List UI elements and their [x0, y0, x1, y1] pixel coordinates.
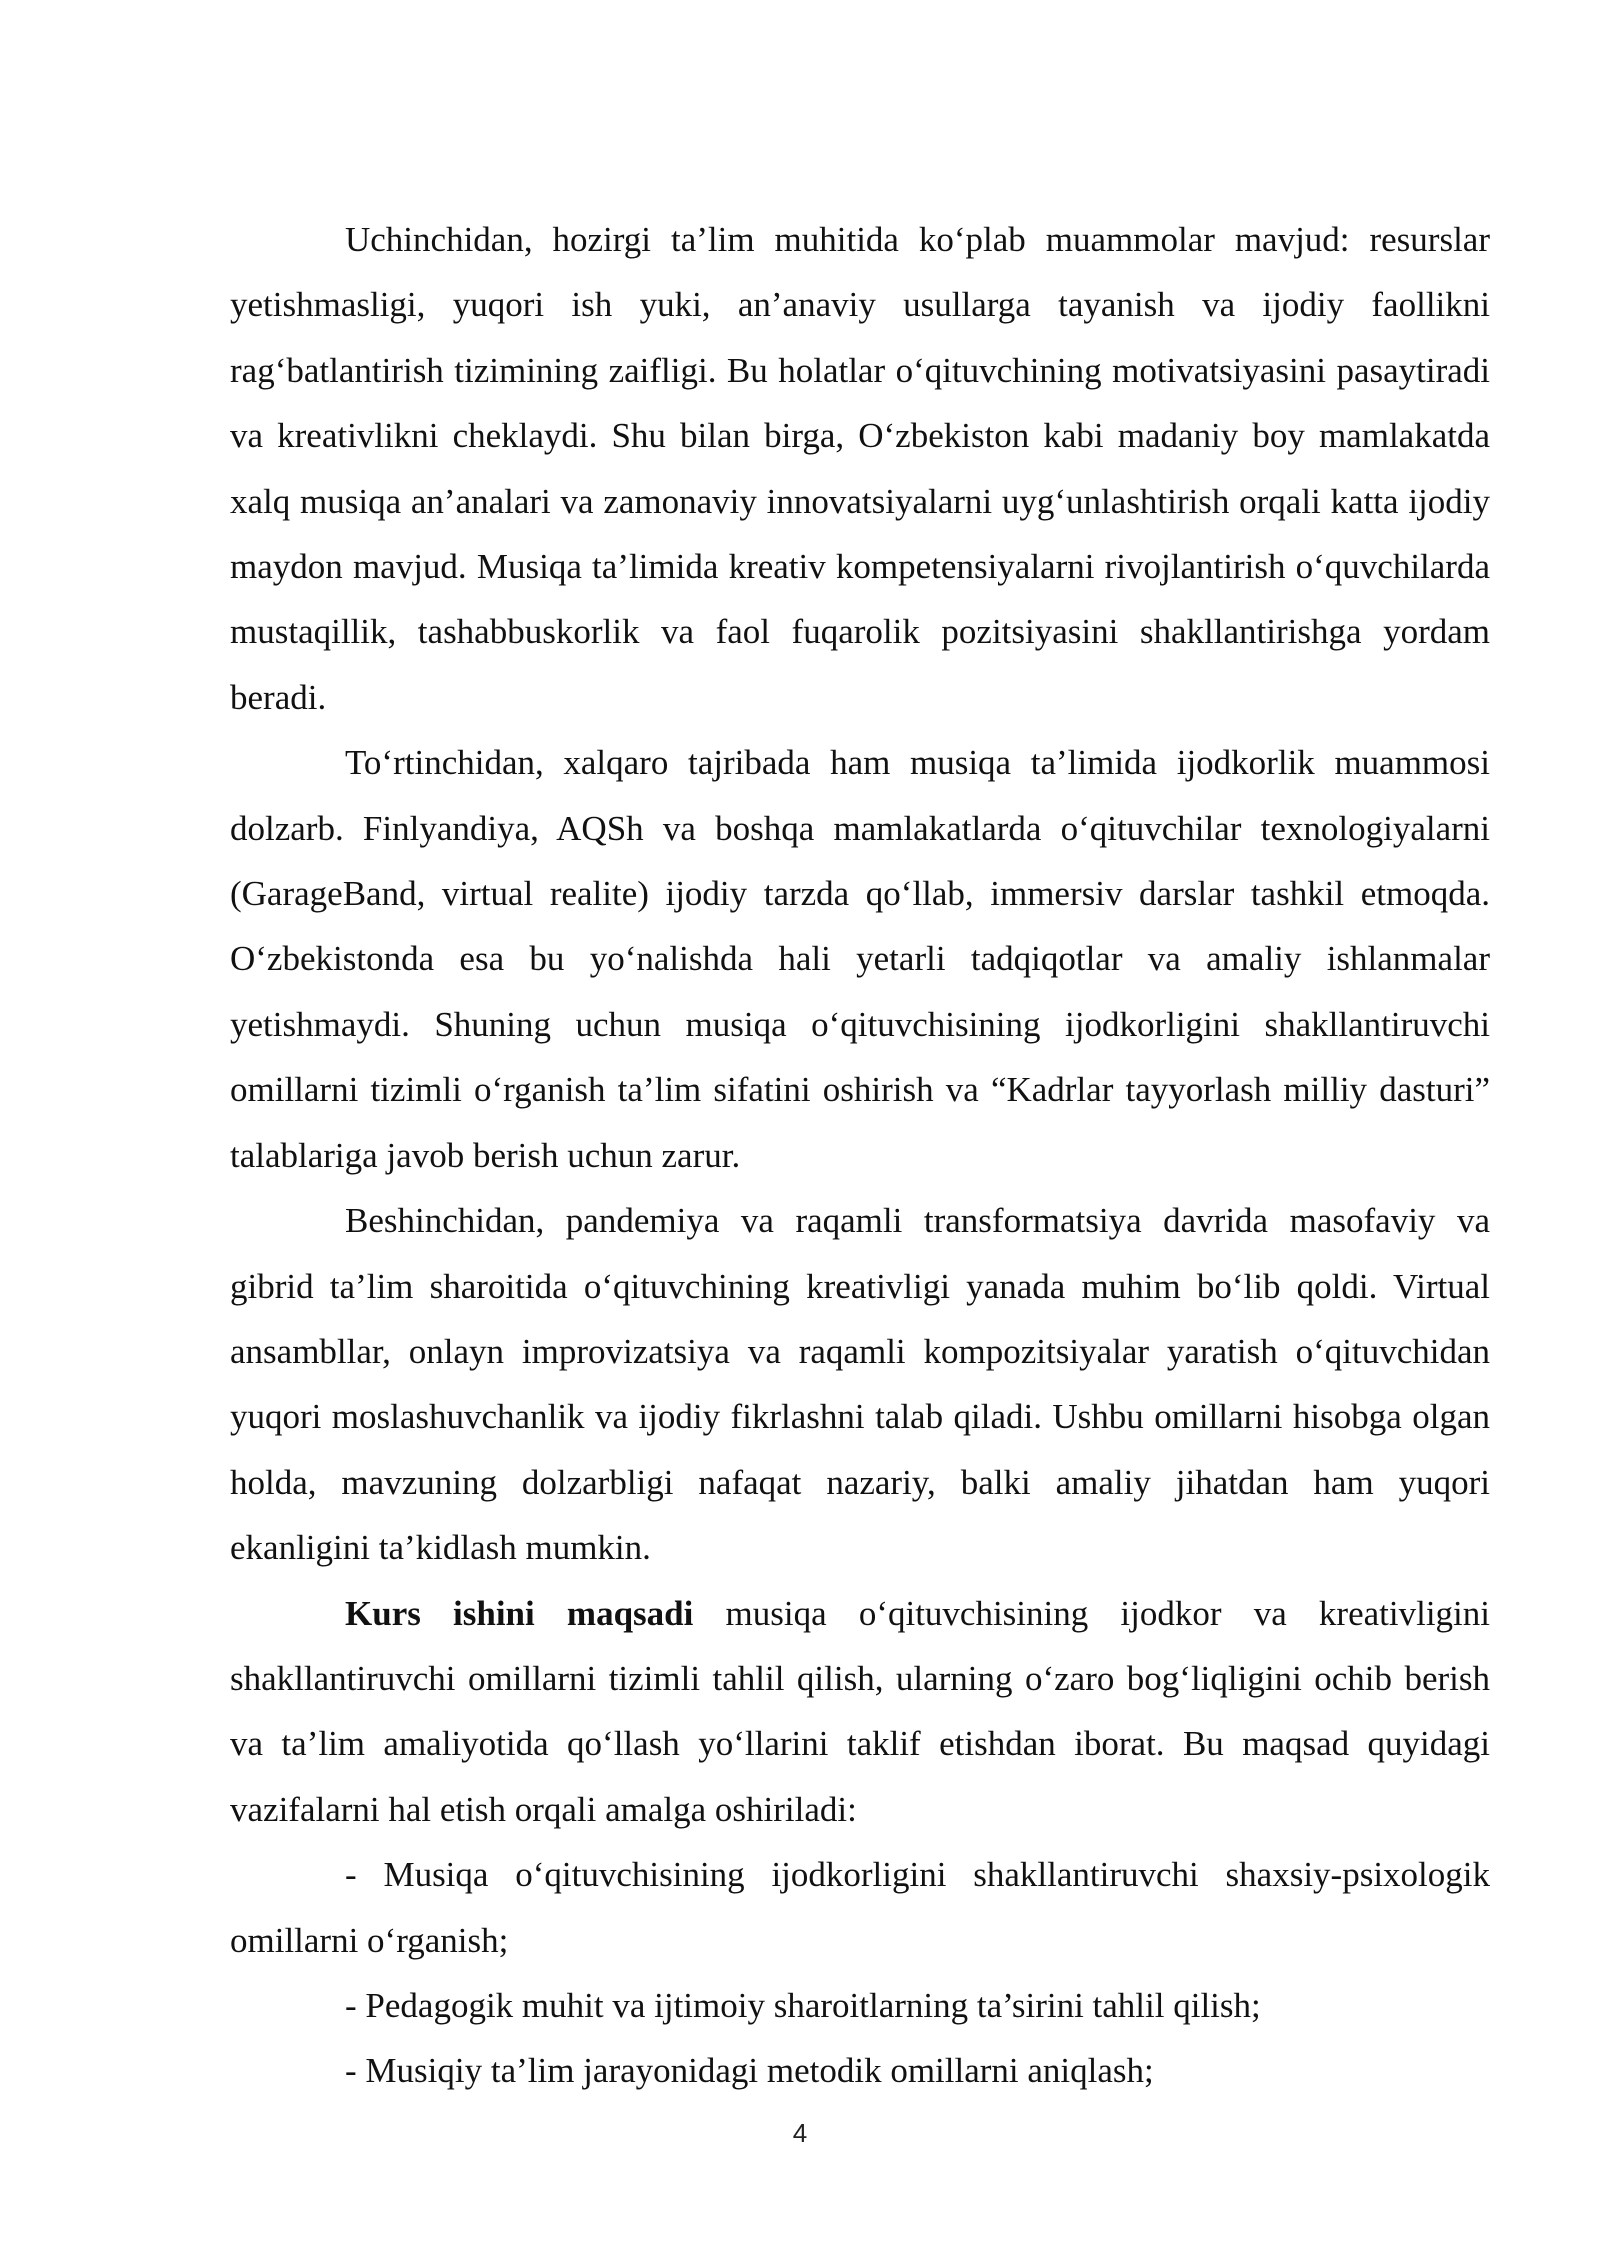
list-item-text: - Musiqiy ta’lim jarayonidagi metodik omillarni aniqlash; [345, 2051, 1154, 2091]
paragraph-third-reason [230, 207, 1490, 730]
paragraph-text: Uchinchidan, hozirgi ta’lim muhitida ko‘plab muammolar mavjud: resurslar yetishmasligi, yuqori ish yuki, an’anaviy usullarga tayanish va ijodiy faollikni rag‘batlantirish tizimining zaifligi. Bu holatlar o‘qituvchining motivatsiyasini pasaytiradi va kreativlikni cheklaydi. Shu bilan birga, O‘zbekiston kabi madaniy boy mamlakatda xalq musiqa an’analari va zamonaviy innovatsiyalarni uyg‘unlashtirish orqali katta ijodiy maydon mavjud. Musiqa ta’limida kreativ kompetensiyalarni rivojlantirish o‘quvchilarda mustaqillik, tashabbuskorlik va faol fuqarolik pozitsiyasini shakllantirishga yordam beradi. [230, 220, 1490, 717]
task-list-item [230, 1973, 1490, 2038]
paragraph-fourth-reason [230, 730, 1490, 1188]
paragraph-text: musiqa o‘qituvchisining ijodkor va kreativligini shakllantiruvchi omillarni tizimli tahlil qilish, ularning o‘zaro bog‘liqligini ochib berish va ta’lim amaliyotida qo‘llash yo‘llarini taklif etishdan iborat. Bu maqsad quyidagi vazifalarni hal etish orqali amalga oshiriladi: [230, 1593, 1490, 1829]
task-list-item [230, 2038, 1490, 2103]
page-number: 4 [792, 2118, 808, 2148]
list-item-text: - Musiqa o‘qituvchisining ijodkorligini shakllantiruvchi shaxsiy-psixologik omillarni o‘rganish; [230, 1855, 1490, 1960]
task-list-item [230, 1842, 1490, 1973]
paragraph-text: To‘rtinchidan, xalqaro tajribada ham musiqa ta’limida ijodkorlik muammosi dolzarb. Finlyandiya, AQSh va boshqa mamlakatlarda o‘qituvchilar texnologiyalarni (GarageBand, virtual realite) ijodiy tarzda qo‘llab, immersiv darslar tashkil etmoqda. O‘zbekistonda esa bu yo‘nalishda hali yetarli tadqiqotlar va amaliy ishlanmalar yetishmaydi. Shuning uchun musiqa o‘qituvchisining ijodkorligini shakllantiruvchi omillarni tizimli o‘rganish ta’lim sifatini oshirish va “Kadrlar tayyorlash milliy dasturi” talablariga javob berish uchun zarur. [230, 743, 1490, 1175]
course-goal-heading: Kurs ishini maqsadi [345, 1593, 694, 1633]
paragraph-text: Beshinchidan, pandemiya va raqamli transformatsiya davrida masofaviy va gibrid ta’lim sharoitida o‘qituvchining kreativligi yanada muhim bo‘lib qoldi. Virtual ansambllar, onlayn improvizatsiya va raqamli kompozitsiyalar yaratish o‘qituvchidan yuqori moslashuvchanlik va ijodiy fikrlashni talab qiladi. Ushbu omillarni hisobga olgan holda, mavzuning dolzarbligi nafaqat nazariy, balki amaliy jihatdan ham yuqori ekanligini ta’kidlash mumkin. [230, 1201, 1490, 1568]
document-body [230, 207, 1490, 2104]
paragraph-fifth-reason [230, 1188, 1490, 1580]
paragraph-course-goal [230, 1581, 1490, 1843]
list-item-text: - Pedagogik muhit va ijtimoiy sharoitlarning ta’sirini tahlil qilish; [345, 1985, 1261, 2025]
